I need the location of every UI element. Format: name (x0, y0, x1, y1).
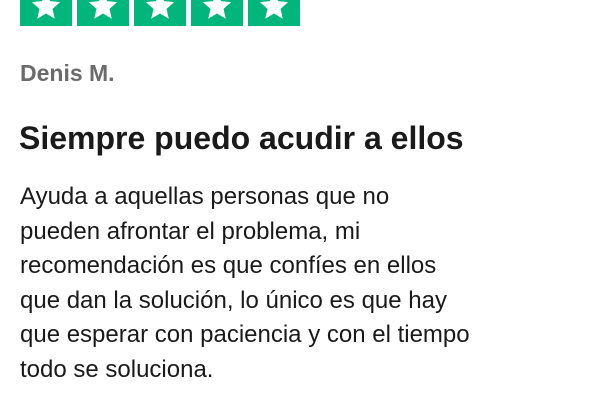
star-icon (29, 0, 63, 23)
star-icon (143, 0, 177, 23)
review-body (20, 180, 580, 388)
star-rating (20, 0, 300, 26)
star-icon (200, 0, 234, 23)
review-body-line: todo se soluciona. (20, 355, 214, 383)
star-icon (257, 0, 291, 23)
review-body-line: que esperar con paciencia y con el tiempo (20, 321, 470, 349)
review-body-line: Ayuda a aquellas personas que no (20, 183, 390, 210)
star-box-1 (20, 0, 72, 26)
review-title: Siempre puedo acudir a ellos (19, 120, 464, 156)
reviewer-name: Denis M. (20, 60, 115, 86)
star-box-2 (77, 0, 129, 26)
star-box-3 (134, 0, 186, 26)
review-body-line: que dan la solución, lo único es que hay (20, 286, 447, 314)
star-box-5 (248, 0, 300, 26)
review-body-line: pueden afrontar el problema, mi (20, 217, 361, 245)
review-body-line: recomendación es que confíes en ellos (20, 252, 437, 280)
star-box-4 (191, 0, 243, 26)
star-icon (86, 0, 120, 23)
